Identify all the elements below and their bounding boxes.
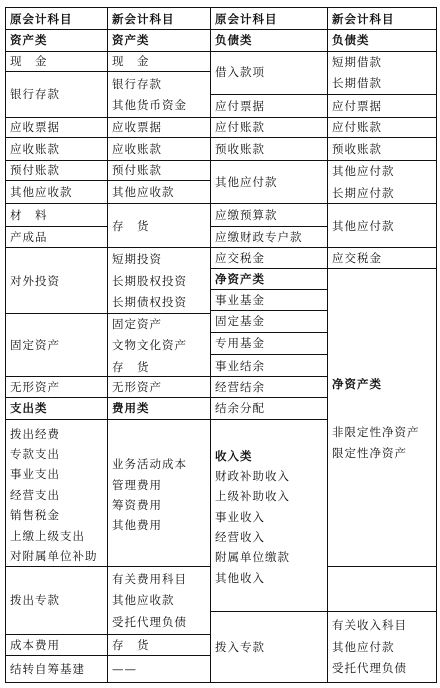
header-original-1: 原会计科目 — [6, 8, 108, 30]
cell-borrow-old: 借入款项 — [211, 51, 328, 94]
cell-advance-old: 预收账款 — [211, 138, 328, 160]
cell-acct-recv-new: 应收账款 — [108, 138, 211, 160]
list-item: 有关费用科目 — [112, 571, 187, 586]
cell-special-in-new — [328, 611, 437, 682]
cell-advance-new: 预收账款 — [328, 138, 437, 160]
section-asset-new: 资产类 — [108, 30, 211, 51]
cell-net-0: 事业基金 — [211, 289, 328, 310]
cell-net-1: 固定基金 — [211, 311, 328, 332]
list-item: 受托代理负债 — [112, 614, 187, 629]
list-item: 固定资产 — [112, 316, 162, 331]
cell-ext-invest-new — [108, 248, 211, 314]
cell-fixed-old: 固定资产 — [6, 314, 108, 377]
cell-special-in-old: 拨入专款 — [211, 611, 328, 682]
header-row — [6, 8, 437, 30]
cell-fixed-new — [108, 314, 211, 377]
list-item: 限定性净资产 — [332, 445, 407, 460]
list-item: 附属单位缴款 — [215, 550, 290, 565]
cell-bank-new — [108, 72, 211, 118]
table-row — [6, 138, 437, 160]
cell-cost-new: 存 货 — [108, 634, 211, 655]
list-item: 财政补助收入 — [215, 468, 290, 483]
section-net-old: 净资产类 — [211, 268, 328, 289]
cell-net-new — [328, 268, 437, 566]
cell-borrow-new — [328, 51, 437, 94]
list-item: 专款支出 — [10, 447, 60, 462]
cell-fiscal-due-old: 应缴财政专户款 — [211, 226, 328, 247]
table-row — [6, 204, 437, 226]
list-item: 经营支出 — [10, 487, 60, 502]
cell-bank-old: 银行存款 — [6, 72, 108, 118]
cell-materials-old: 材 料 — [6, 204, 108, 226]
cell-acct-recv-old: 应收账款 — [6, 138, 108, 160]
list-item: 其他货币资金 — [112, 98, 187, 113]
cell-other-pay-new2: 其他应付款 — [328, 204, 437, 248]
list-item: 受托代理负债 — [332, 660, 407, 675]
cell-expense-old — [6, 420, 108, 567]
cell-acct-pay-new: 应付账款 — [328, 117, 437, 137]
section-expense-old: 支出类 — [6, 397, 108, 419]
cell-expense-new — [108, 420, 211, 567]
table-row — [6, 248, 437, 268]
header-new-2: 新会计科目 — [328, 8, 437, 30]
cell-cash-old: 现 金 — [6, 51, 108, 71]
list-item: 其他应收款 — [112, 593, 175, 608]
cell-notes-recv-old: 应收票据 — [6, 117, 108, 137]
list-item: 其他应付款 — [332, 639, 395, 654]
list-item: 业务活动成本 — [112, 457, 187, 472]
cell-prepaid-old: 预付账款 — [6, 160, 108, 180]
cell-tax-old: 应交税金 — [211, 248, 328, 268]
cell-net-3: 事业结余 — [211, 355, 328, 377]
list-item: 经营收入 — [215, 530, 265, 545]
cell-other-pay-old: 其他应付款 — [211, 160, 328, 204]
list-item: 长期股权投资 — [112, 273, 187, 288]
cell-net-4: 经营结余 — [211, 377, 328, 397]
cell-ext-invest-old: 对外投资 — [6, 248, 108, 314]
table-row — [6, 51, 437, 71]
list-item: 上级补助收入 — [215, 489, 290, 504]
list-item: 上缴上级支出 — [10, 528, 85, 543]
list-item: 长期借款 — [332, 76, 382, 91]
conversion-table-area — [5, 7, 436, 684]
list-item: 其他收入 — [215, 570, 265, 585]
table-row — [6, 117, 437, 137]
list-item: 短期投资 — [112, 252, 162, 267]
cell-transfer-old: 结转自筹基建 — [6, 656, 108, 683]
section-asset-old: 资产类 — [6, 30, 108, 51]
list-item: 非限定性净资产 — [332, 425, 420, 440]
cell-tax-new: 应交税金 — [328, 248, 437, 268]
cell-net-2: 专用基金 — [211, 332, 328, 354]
list-item: 短期借款 — [332, 54, 382, 69]
list-item: 筹资费用 — [112, 498, 162, 512]
cell-other-pay-new — [328, 160, 437, 204]
cell-intangible-old: 无形资产 — [6, 377, 108, 397]
cell-cash-new: 现 金 — [108, 51, 211, 71]
cell-notes-recv-new: 应收票据 — [108, 117, 211, 137]
section-income-old: 收入类 — [215, 448, 253, 463]
cell-finished-old: 产成品 — [6, 226, 108, 247]
cell-intangible-new: 无形资产 — [108, 377, 211, 397]
header-original-2: 原会计科目 — [211, 8, 328, 30]
account-conversion-table — [5, 7, 437, 683]
cell-income-old — [211, 420, 328, 611]
section-net-new: 净资产类 — [332, 377, 382, 392]
cell-acct-pay-old: 应付账款 — [211, 117, 328, 137]
list-item: 有关收入科目 — [332, 618, 407, 633]
list-item: 事业收入 — [215, 509, 265, 524]
cell-special-out-old: 拨出专款 — [6, 566, 108, 634]
cell-cost-old: 成本费用 — [6, 634, 108, 655]
cell-prepaid-new: 预付账款 — [108, 160, 211, 180]
cell-other-recv-new: 其他应收款 — [108, 181, 211, 204]
list-item: 销售税金 — [10, 508, 60, 523]
list-item: 银行存款 — [112, 76, 162, 91]
list-item: 长期应付款 — [332, 185, 395, 200]
header-new-1: 新会计科目 — [108, 8, 211, 30]
list-item: 拨出经费 — [10, 426, 60, 441]
list-item: 其他费用 — [112, 518, 162, 533]
list-item: 长期债权投资 — [112, 294, 187, 309]
section-liability-new: 负债类 — [328, 30, 437, 51]
cell-budget-due-old: 应缴预算款 — [211, 204, 328, 226]
section-expense-new: 费用类 — [108, 397, 211, 419]
cell-transfer-new: —— — [108, 656, 211, 683]
list-item: 事业支出 — [10, 467, 60, 482]
cell-other-recv-old: 其他应收款 — [6, 181, 108, 204]
section-liability-old: 负债类 — [211, 30, 328, 51]
cell-special-out-new — [108, 566, 211, 634]
list-item: 管理费用 — [112, 477, 162, 492]
cell-inventory-new: 存 货 — [108, 204, 211, 248]
cell-notes-pay-old: 应付票据 — [211, 94, 328, 117]
list-item: 其他应付款 — [332, 164, 395, 179]
cell-net-5: 结余分配 — [211, 397, 328, 419]
section-row — [6, 30, 437, 51]
list-item: 存 货 — [112, 359, 150, 374]
list-item: 文物文化资产 — [112, 338, 187, 353]
table-row — [6, 160, 437, 180]
list-item: 对附属单位补助 — [10, 548, 98, 563]
cell-notes-pay-new: 应付票据 — [328, 94, 437, 117]
